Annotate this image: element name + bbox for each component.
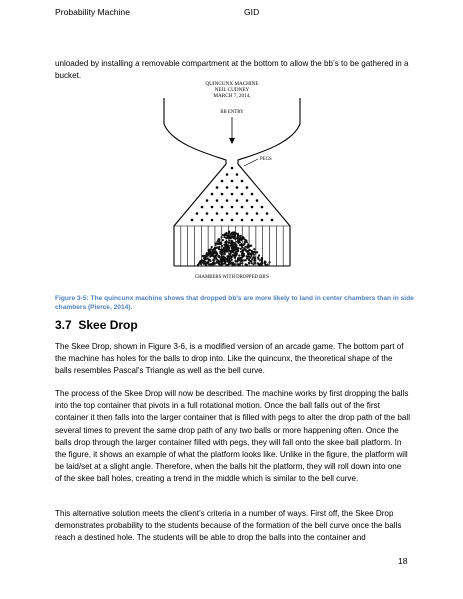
body-paragraph: The Skee Drop, shown in Figure 3-6, is a modified version of an arcade game. The bottom part of the machine has holes for the balls to drop into. Like the quincunx, the theoretical shape of the balls resembles Pascal’s Triangle as well as the bell curve.	[55, 342, 404, 376]
peg	[251, 206, 254, 209]
dropped-bb	[226, 259, 228, 261]
peg	[206, 199, 209, 202]
dropped-bb	[228, 239, 230, 241]
dropped-bb	[264, 261, 266, 263]
body-paragraph: The process of the Skee Drop will now be described. The machine works by first dropping the balls into the top container that pivots in a full rotational motion. Once the ball falls out of the first container it then falls into the larger container that is filled with pegs to alter the drop path of the ball several times to prevent the same drop path of any two balls or more happening often. Once the balls drop through the larger container filled with pegs, they will fall onto the skee ball platform. In the figure, it shows an example of what the platform looks like. Unlike in the figure, the platform will be laid/set at a slight angle. Therefore, when the balls hit the platform, they will roll down into one of the skee ball holes, creating a trend in the middle which is similar to the bell curve.	[55, 389, 410, 484]
dropped-bb	[267, 263, 269, 265]
peg	[266, 212, 269, 215]
pegs-label: PEGS	[260, 157, 272, 162]
chambers-label: CHAMBERS WITH DROPPED BB'S	[194, 275, 270, 280]
dropped-bb	[238, 241, 240, 243]
dropped-bb	[218, 239, 220, 241]
peg	[246, 199, 249, 202]
dropped-bb	[241, 238, 243, 240]
dropped-bb	[212, 252, 214, 254]
dropped-bb	[208, 252, 210, 254]
body-paragraph: This alternative solution meets the client’s criteria in a number of ways. First off, the Skee Drop demonstrates probability to the students because of the formation of the bell curve once the balls reach a destined hole. The students will be able to drop the balls into the container and	[55, 509, 402, 543]
section-title: Skee Drop	[78, 318, 138, 332]
dropped-bb	[246, 250, 248, 252]
dropped-bb	[246, 255, 248, 257]
dropped-bb	[224, 249, 226, 251]
peg	[221, 180, 224, 183]
dropped-bb	[200, 260, 202, 262]
dropped-bb	[243, 238, 245, 240]
dropped-bb	[241, 243, 243, 245]
peg	[231, 193, 234, 196]
dropped-bb	[239, 262, 241, 264]
bb-entry-label: BB ENTRY	[220, 110, 244, 115]
dropped-bb	[260, 262, 262, 264]
dropped-bb	[225, 237, 227, 239]
dropped-bb	[230, 242, 232, 244]
dropped-bb	[207, 258, 209, 260]
dropped-bb	[204, 261, 206, 263]
dropped-bb	[234, 237, 236, 239]
dropped-bb	[209, 249, 211, 251]
dropped-bb	[242, 250, 244, 252]
dropped-bb	[226, 247, 228, 249]
peg	[236, 186, 239, 189]
peg	[236, 199, 239, 202]
dropped-bb	[209, 255, 211, 257]
figure-title-line: QUINCUNX MACHINE	[205, 81, 259, 87]
header-title: Probability Machine	[55, 7, 130, 17]
dropped-bb	[256, 251, 258, 253]
dropped-bb	[241, 262, 243, 264]
dropped-bb	[218, 243, 220, 245]
dropped-bb	[215, 247, 217, 249]
dropped-bb	[251, 258, 253, 260]
dropped-bb	[213, 258, 215, 260]
dropped-bb	[259, 259, 261, 261]
peg	[196, 212, 199, 215]
peg	[256, 212, 259, 215]
dropped-bb	[269, 261, 271, 263]
dropped-bb	[232, 236, 234, 238]
peg	[226, 212, 229, 215]
peg	[241, 193, 244, 196]
peg	[236, 173, 239, 176]
dropped-bb	[236, 248, 238, 250]
dropped-bb	[243, 243, 245, 245]
dropped-bb	[221, 262, 223, 264]
peg	[231, 206, 234, 209]
dropped-bb	[244, 246, 246, 248]
dropped-bb	[200, 263, 202, 265]
dropped-bb	[207, 263, 209, 265]
peg	[251, 219, 254, 222]
dropped-bb	[229, 260, 231, 262]
dropped-bb	[241, 260, 243, 262]
dropped-bb	[251, 250, 253, 252]
dropped-bb	[240, 248, 242, 250]
peg	[211, 193, 214, 196]
peg	[211, 219, 214, 222]
dropped-bb	[246, 247, 248, 249]
peg	[256, 199, 259, 202]
dropped-bb	[232, 262, 234, 264]
dropped-bb	[231, 250, 233, 252]
dropped-bb	[237, 250, 239, 252]
dropped-bb	[202, 255, 204, 257]
peg	[261, 219, 264, 222]
dropped-bb	[228, 231, 230, 233]
dropped-bb	[248, 262, 250, 264]
dropped-bb	[226, 243, 228, 245]
dropped-bb	[221, 256, 223, 258]
dropped-bb	[229, 236, 231, 238]
dropped-bb	[234, 263, 236, 265]
dropped-bb	[218, 263, 220, 265]
dropped-bb	[212, 262, 214, 264]
dropped-bb	[223, 247, 225, 249]
peg	[246, 186, 249, 189]
peg	[201, 219, 204, 222]
peg	[216, 186, 219, 189]
dropped-bb	[224, 234, 226, 236]
dropped-bb	[257, 262, 259, 264]
dropped-bb	[229, 263, 231, 265]
dropped-bb	[243, 248, 245, 250]
peg	[226, 173, 229, 176]
dropped-bb	[241, 254, 243, 256]
dropped-bb	[221, 245, 223, 247]
dropped-bb	[237, 237, 239, 239]
dropped-bb	[241, 246, 243, 248]
peg	[231, 219, 234, 222]
dropped-bb	[258, 254, 260, 256]
dropped-bb	[247, 253, 249, 255]
dropped-bb	[212, 254, 214, 256]
dropped-bb	[224, 253, 226, 255]
dropped-bb	[244, 241, 246, 243]
peg	[221, 193, 224, 196]
peg	[216, 212, 219, 215]
peg	[206, 212, 209, 215]
peg	[241, 219, 244, 222]
peg	[226, 199, 229, 202]
peg	[191, 219, 194, 222]
peg	[246, 212, 249, 215]
dropped-bb	[231, 240, 233, 242]
peg	[221, 206, 224, 209]
dropped-bb	[238, 259, 240, 261]
dropped-bb	[214, 255, 216, 257]
dropped-bb	[205, 257, 207, 259]
dropped-bb	[247, 243, 249, 245]
dropped-bb	[226, 234, 228, 236]
quincunx-figure	[160, 76, 304, 282]
peg	[226, 186, 229, 189]
dropped-bb	[222, 239, 224, 241]
figure-title-line: NEIL CUDNEY	[214, 87, 250, 93]
dropped-bb	[237, 235, 239, 237]
dropped-bb	[261, 259, 263, 261]
dropped-bb	[240, 235, 242, 237]
dropped-bb	[251, 262, 253, 264]
dropped-bb	[216, 260, 218, 262]
dropped-bb	[221, 251, 223, 253]
dropped-bb	[253, 248, 255, 250]
peg	[201, 206, 204, 209]
header-center-label: GID	[244, 7, 260, 17]
dropped-bb	[220, 258, 222, 260]
dropped-bb	[251, 253, 253, 255]
peg	[241, 180, 244, 183]
peg	[236, 212, 239, 215]
peg	[261, 206, 264, 209]
dropped-bb	[226, 250, 228, 252]
dropped-bb	[206, 252, 208, 254]
dropped-bb	[254, 262, 256, 264]
dropped-bb	[218, 248, 220, 250]
dropped-bb	[224, 261, 226, 263]
section-heading	[55, 318, 138, 332]
dropped-bb	[238, 255, 240, 257]
peg	[211, 206, 214, 209]
peg	[231, 167, 234, 170]
dropped-bb	[234, 255, 236, 257]
dropped-bb	[231, 248, 233, 250]
dropped-bb	[234, 233, 236, 235]
dropped-bb	[223, 244, 225, 246]
dropped-bb	[246, 241, 248, 243]
dropped-bb	[245, 259, 247, 261]
figure-caption: Figure 3-5: The quincunx machine shows that dropped bb's are more likely to land in center chambers than in side chambers (Pierce, 2014).	[55, 295, 414, 312]
dropped-bb	[209, 259, 211, 261]
dropped-bb	[246, 257, 248, 259]
peg	[221, 219, 224, 222]
peg	[241, 206, 244, 209]
dropped-bb	[234, 242, 236, 244]
dropped-bb	[218, 241, 220, 243]
dropped-bb	[221, 236, 223, 238]
intro-paragraph: unloaded by installing a removable compartment at the bottom to allow the bb’s to be gathered in a bucket.	[55, 59, 409, 81]
dropped-bb	[232, 254, 234, 256]
dropped-bb	[215, 251, 217, 253]
dropped-bb	[254, 258, 256, 260]
peg	[216, 199, 219, 202]
page-number: 18	[398, 556, 408, 566]
peg	[231, 180, 234, 183]
figure-title-line: MARCH 7, 2014,	[213, 93, 251, 99]
dropped-bb	[234, 231, 236, 233]
dropped-bb	[240, 257, 242, 259]
dropped-bb	[233, 246, 235, 248]
peg	[271, 219, 274, 222]
dropped-bb	[236, 263, 238, 265]
dropped-bb	[214, 242, 216, 244]
peg	[251, 193, 254, 196]
dropped-bb	[211, 246, 213, 248]
dropped-bb	[250, 260, 252, 262]
section-number: 3.7	[55, 318, 72, 332]
dropped-bb	[250, 245, 252, 247]
dropped-bb	[227, 255, 229, 257]
